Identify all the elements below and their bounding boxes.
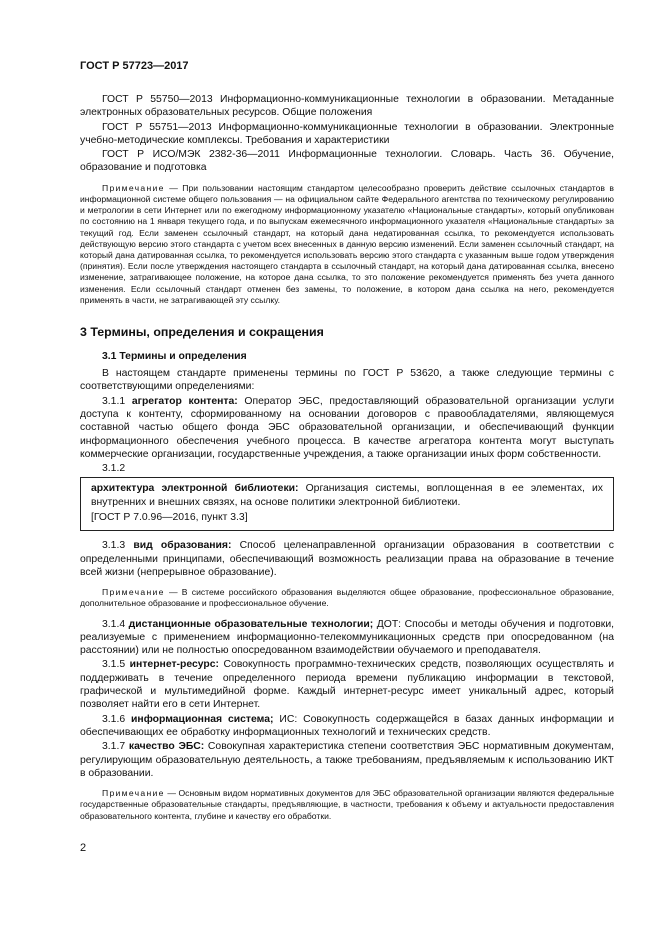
term-name: интернет-ресурс: bbox=[129, 659, 220, 671]
note-text: — При пользовании настоящим стандартом целесообразно проверить действие ссылочных стандартов в информационной системе общего пользования — на официальном сайте Федерального агентства по техническому регулированию и метрологии в сети Интернет или по ежегодному информационному указателю «Национальные стандарты», который опубликован по состоянию на 1 января текущего года, и по выпускам ежемесячного информационного указателя «Национальные стандарты» за текущий год. Если заменен ссылочный стандарт, на который дана недатированная ссылка, то рекомендуется использовать действующую версию этого стандарта с учетом всех внесенных в данную версию изменений. Если заменен ссылочный стандарт, на который дана датированная ссылка, то рекомендуется использовать версию этого стандарта с указанным выше годом утверждения (принятия). Если после утверждения настоящего стандарта в ссылочный стандарт, на который дана датированная ссылка, внесено изменение, затрагивающее положение, на которое дана ссылка, то это положение рекомендуется применять без учета данного изменения. Если ссылочный стандарт отменен без замены, то положение, в котором дана ссылка на него, рекомендуется применять в части, не затрагивающей эту ссылку. bbox=[80, 182, 614, 305]
term-number: 3.1.5 bbox=[102, 659, 126, 671]
term-number: 3.1.1 bbox=[102, 395, 126, 407]
term-number: 3.1.6 bbox=[102, 713, 126, 725]
term-name: дистанционные образовательные технологии; bbox=[128, 618, 374, 630]
term-number-standalone bbox=[80, 462, 614, 475]
terms-intro: В настоящем стандарте применены термины по ГОСТ Р 53620, а также следующие термины с соответствующими определениями: bbox=[80, 368, 614, 393]
reference-item: ГОСТ Р 55750—2013 Информационно-коммуникационные технологии в образовании. Метаданные электронных образовательных ресурсов. Общие положения bbox=[80, 94, 614, 119]
term-entry bbox=[80, 713, 614, 740]
term-entry bbox=[80, 740, 614, 780]
term-definition: Способ целенаправленной организации образования в соответствии с определенными принципами, обеспечивающий возможность реализации права на образование в течение всей жизни (непрерывное образование). bbox=[80, 540, 615, 578]
term-name: агрегатор контента: bbox=[131, 395, 238, 407]
note-text: — Основным видом нормативных документов для ЭБС образовательной организации являются федеральные государственные образовательные стандарты, предъявляющие, в частности, требования к объему и актуальности предоставления образовательного контента, глубине и качеству его обработки. bbox=[80, 788, 614, 821]
document-id-header: ГОСТ Р 57723—2017 bbox=[80, 60, 189, 72]
term-name: вид образования: bbox=[133, 540, 232, 552]
term-entry bbox=[80, 395, 614, 461]
reference-item: ГОСТ Р ИСО/МЭК 2382-36—2011 Информационные технологии. Словарь. Часть 36. Обучение, образование и подготовка bbox=[80, 149, 614, 174]
term-definition: Оператор ЭБС, предоставляющий образовательной организации услуги доступа к контенту, сформированному на основании договоров с правообладателями, являющемуся составной частью общего фонда ЭБС образовательной организации, и обеспечивающий функции информационного обеспечения учебного процесса. В качестве агрегатора контента могут выступать коммерческие организации, государственные учреждения, а также организации иных форм собственности. bbox=[80, 395, 614, 460]
page-number: 2 bbox=[80, 842, 87, 854]
term-entry bbox=[80, 658, 614, 711]
note-text: — В системе российского образования выделяются общее образование, профессиональное образование, дополнительное образование и профессиональное обучение. bbox=[80, 587, 614, 609]
term-number: 3.1.4 bbox=[102, 618, 126, 630]
section-title: 3 Термины, определения и сокращения bbox=[80, 325, 324, 340]
note-ebs-quality bbox=[80, 788, 614, 822]
note-label: Примечание bbox=[102, 788, 165, 799]
term-definition: Организация системы, воплощенная в ее элементах, их внутренних и внешних связях, на основе политики электронной библиотеки. bbox=[91, 483, 604, 508]
term-source: [ГОСТ Р 7.0.96—2016, пункт 3.3] bbox=[91, 511, 248, 523]
subsection-title: 3.1 Термины и определения bbox=[102, 351, 247, 363]
term-definition: ДОТ: Способы и методы обучения и подготовки, реализуемые с применением информационно-телекоммуникационных средств при опосредованном (на расстоянии) или не полностью опосредованном взаимодействии обучаемого и преподавателя. bbox=[80, 618, 615, 657]
note-education bbox=[80, 587, 614, 609]
page-content bbox=[80, 93, 614, 822]
note-label: Примечание bbox=[102, 587, 165, 598]
reference-item: ГОСТ Р 55751—2013 Информационно-коммуникационные технологии в образовании. Электронные учебно-методические комплексы. Требования и характеристики bbox=[80, 121, 614, 146]
term-name: архитектура электронной библиотеки: bbox=[91, 483, 299, 495]
term-definition: ИС: Совокупность содержащейся в базах данных информации и обеспечивающих ее обработку информационных технологий и технических средств. bbox=[80, 713, 615, 738]
note-references bbox=[80, 183, 614, 306]
term-number: 3.1.7 bbox=[102, 741, 126, 753]
term-entry bbox=[91, 482, 603, 509]
term-box bbox=[80, 477, 614, 531]
term-definition: Совокупная характеристика степени соответствия ЭБС нормативным документам, регулирующим образовательную деятельность, а также требованиям, предъявляемым к использованию ИКТ в образовании. bbox=[80, 741, 614, 779]
term-name: качество ЭБС: bbox=[128, 741, 205, 753]
term-entry bbox=[80, 618, 614, 658]
term-number: 3.1.2 bbox=[102, 463, 126, 475]
term-definition: Совокупность программно-технических средств, позволяющих осуществлять и поддерживать в течение определенного периода времени публикацию информации в текстовой, графической и мультимедийной форме. Каждый интернет-ресурс имеет уникальный адрес, который позволяет найти его в сети Интернет. bbox=[80, 659, 614, 711]
term-entry bbox=[80, 539, 614, 579]
term-name: информационная система; bbox=[131, 713, 274, 725]
term-number: 3.1.3 bbox=[102, 540, 126, 552]
spacer bbox=[80, 610, 614, 618]
note-label: Примечание bbox=[102, 182, 165, 193]
